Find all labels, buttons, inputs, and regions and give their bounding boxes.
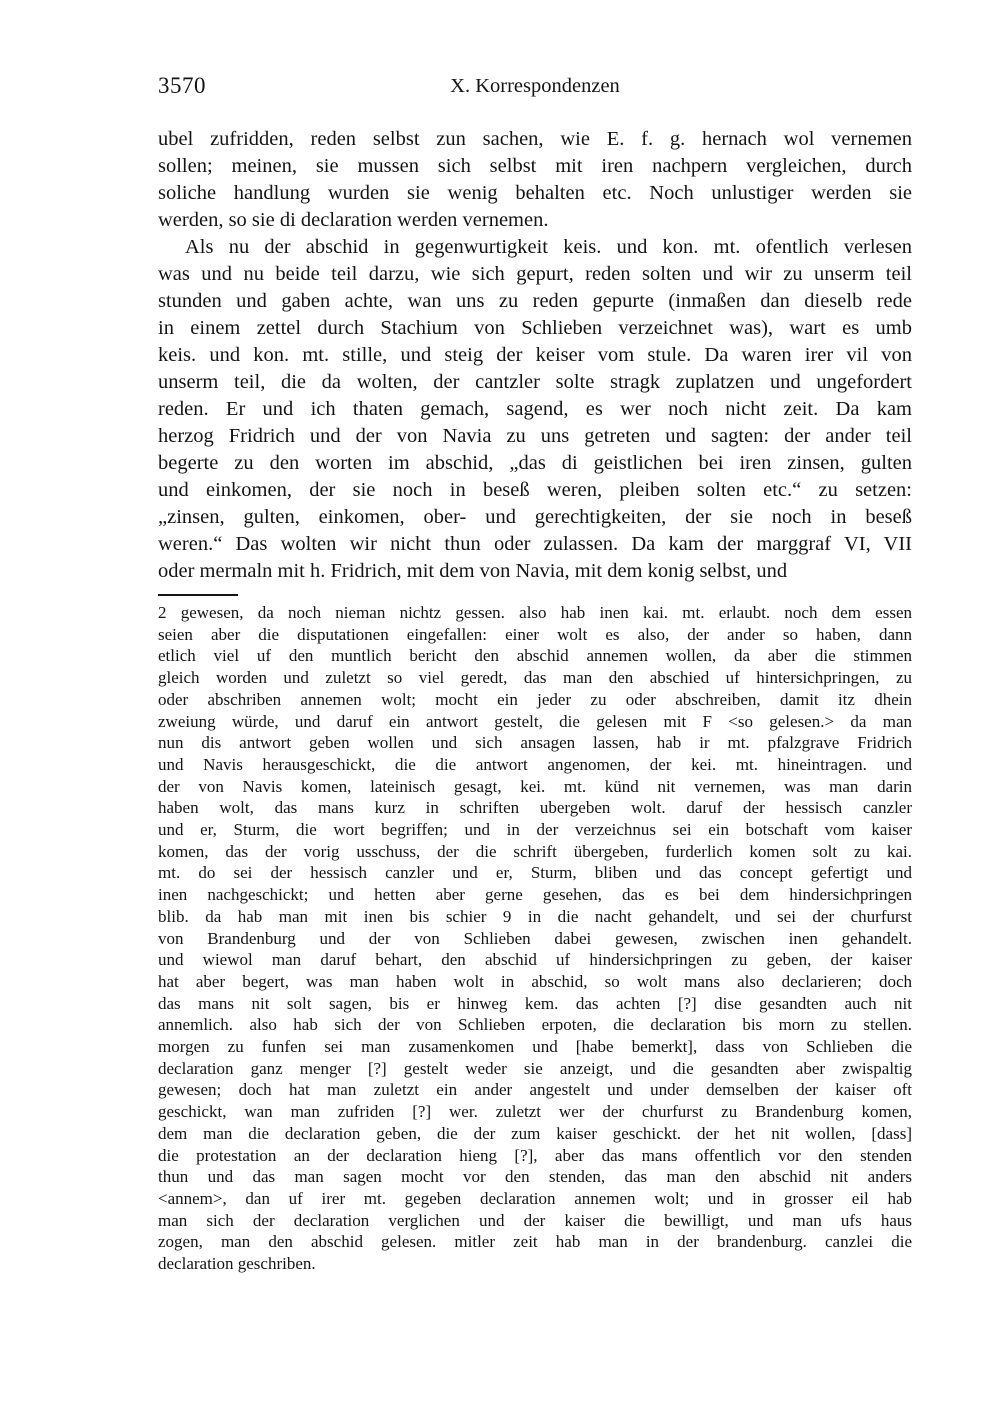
text-line: ubel zufridden, reden selbst zun sachen, wie E. f. g. hernach wol vernemen [158, 128, 912, 150]
text-line: herzog Fridrich und der von Navia zu uns getreten und sagten: der ander teil [158, 425, 912, 447]
text-line: hat aber begert, was man haben wolt in abschid, so wolt mans also declarieren; doch [158, 971, 912, 991]
text-line: etlich viel uf den muntlich bericht den abschid annemen wollen, da aber die stimmen [158, 646, 912, 666]
text-line: soliche handlung wurden sie wenig behalten etc. Noch unlustiger werden sie [158, 182, 912, 204]
text-line: begerte zu den worten im abschid, „das di geistlichen bei iren zinsen, gulten [158, 452, 912, 474]
text-line: was und nu beide teil darzu, wie sich gepurt, reden solten und wir zu unserm teil [158, 263, 912, 285]
footnote-2 [158, 602, 912, 1275]
running-title: X. Korrespondenzen [450, 75, 620, 97]
text-line: weren.“ Das wolten wir nicht thun oder zulassen. Da kam der marggraf VI, VII [158, 533, 912, 555]
footnote-separator-rule [158, 594, 238, 596]
text-line: seien aber die disputationen eingefallen: einer wolt es also, der ander so haben, dann [158, 624, 912, 644]
text-line: dem man die declaration geben, die der zum kaiser geschickt. der het nit wollen, [dass] [158, 1123, 912, 1143]
letter-body [158, 126, 912, 585]
text-line: von Brandenburg und der von Schlieben dabei gewesen, zwischen inen gehandelt. [158, 928, 912, 948]
page-number: 3570 [158, 73, 206, 98]
text-line: komen, das der vorig usschuss, der die schrift übergeben, furderlich komen solt zu kai. [158, 841, 912, 861]
text-line: unserm teil, die da wolten, der cantzler solte stragk zuplatzen und ungefordert [158, 371, 912, 393]
text-line: keis. und kon. mt. stille, und steig der keiser vom stule. Da waren irer vil von [158, 344, 912, 366]
text-line: zogen, man den abschid gelesen. mitler zeit hab man in der brandenburg. canzlei die [158, 1232, 912, 1252]
text-line: geschickt, wan man zufriden [?] wer. zuletzt wer der churfurst zu Brandenburg komen, [158, 1102, 912, 1122]
text-line: <annem>, dan uf irer mt. gegeben declaration annemen wolt; und in grosser eil hab [158, 1188, 912, 1208]
text-line: haben wolt, das mans kurz in schriften ubergeben wolt. daruf der hessisch canzler [158, 798, 912, 818]
text-line: der von Navis komen, lateinisch gesagt, kei. mt. künd nit vernemen, was man darin [158, 776, 912, 796]
text-line: morgen zu funfen sei man zusamenkomen und [habe bemerkt], dass von Schlieben die [158, 1037, 912, 1057]
text-line: gleich worden und zuletzt so viel geredt, das man den abschied uf hintersichpringen, zu [158, 668, 912, 688]
text-line: das mans nit solt sagen, bis er hinweg kem. das achten [?] dise gesandten auch nit [158, 993, 912, 1013]
text-line: declaration ganz menger [?] gestelt weder sie anzeigt, und die gesandten aber zwispaltig [158, 1058, 912, 1078]
text-line: zweiung würde, und daruf ein antwort gestelt, die gelesen mit F <so gelesen.> da man [158, 711, 912, 731]
text-line: Als nu der abschid in gegenwurtigkeit keis. und kon. mt. ofentlich verlesen [185, 236, 912, 258]
text-line: declaration geschriben. [158, 1254, 316, 1274]
paragraph-1 [158, 126, 912, 234]
text-line: sollen; meinen, sie mussen sich selbst mit iren nachpern vergleichen, durch [158, 155, 912, 177]
text-line: thun und das man sagen mocht vor den stenden, das man den abschid nit anders [158, 1167, 912, 1187]
text-line: man sich der declaration verglichen und der kaiser die bewilligt, und man ufs haus [158, 1210, 912, 1230]
text-line: und wiewol man daruf behart, den abschid uf hindersichpringen zu geben, der kaiser [158, 950, 912, 970]
paragraph-2 [158, 234, 912, 585]
text-line: werden, so sie di declaration werden vernemen. [158, 209, 549, 231]
text-line: oder abschriben annemen wolt; mocht ein jeder zu oder abschreiben, damit itz dhein [158, 689, 912, 709]
text-line: oder mermaln mit h. Fridrich, mit dem von Navia, mit dem konig selbst, und [158, 560, 788, 582]
text-line: und einkomen, der sie noch in beseß weren, pleiben solten etc.“ zu setzen: [158, 479, 912, 501]
text-line: 2 gewesen, da noch nieman nichtz gessen. also hab inen kai. mt. erlaubt. noch dem essen [158, 603, 912, 622]
text-line: die protestation an der declaration hieng [?], aber das mans offentlich vor den stenden [158, 1145, 912, 1165]
text-line: und er, Sturm, die wort begriffen; und in der verzeichnus sei ein botschaft vom kaiser [158, 820, 912, 840]
text-line: „zinsen, gulten, einkomen, ober- und gerechtigkeiten, der sie noch in beseß [158, 506, 912, 528]
text-line: stunden und gaben achte, wan uns zu reden gepurte (inmaßen dan dieselb rede [158, 290, 912, 312]
text-line: nun dis antwort geben wollen und sich ansagen lassen, hab ir mt. pfalzgrave Fridrich [158, 733, 912, 753]
text-line: mt. do sei der hessisch canzler und er, Sturm, bliben und das concept gefertigt und [158, 863, 912, 883]
page-header [158, 73, 912, 101]
text-line: annemlich. also hab sich der von Schlieben erpoten, die declaration bis morn zu stellen. [158, 1015, 912, 1035]
text-line: gewesen; doch hat man zuletzt ein ander angestelt und under demselben der kaiser oft [158, 1080, 912, 1100]
text-line: und Navis herausgeschickt, die die antwort angenomen, der kei. mt. hineintragen. und [158, 754, 912, 774]
text-line: reden. Er und ich thaten gemach, sagend, es wer noch nicht zeit. Da kam [158, 398, 912, 420]
text-line: blib. da hab man mit inen bis schier 9 in die nacht gehandelt, und sei der churfurst [158, 906, 912, 926]
text-line: in einem zettel durch Stachium von Schlieben verzeichnet was), wart es umb [158, 317, 912, 339]
text-line: inen nachgeschickt; und hetten aber gerne gesehen, das es bei dem hindersichpringen [158, 885, 912, 905]
